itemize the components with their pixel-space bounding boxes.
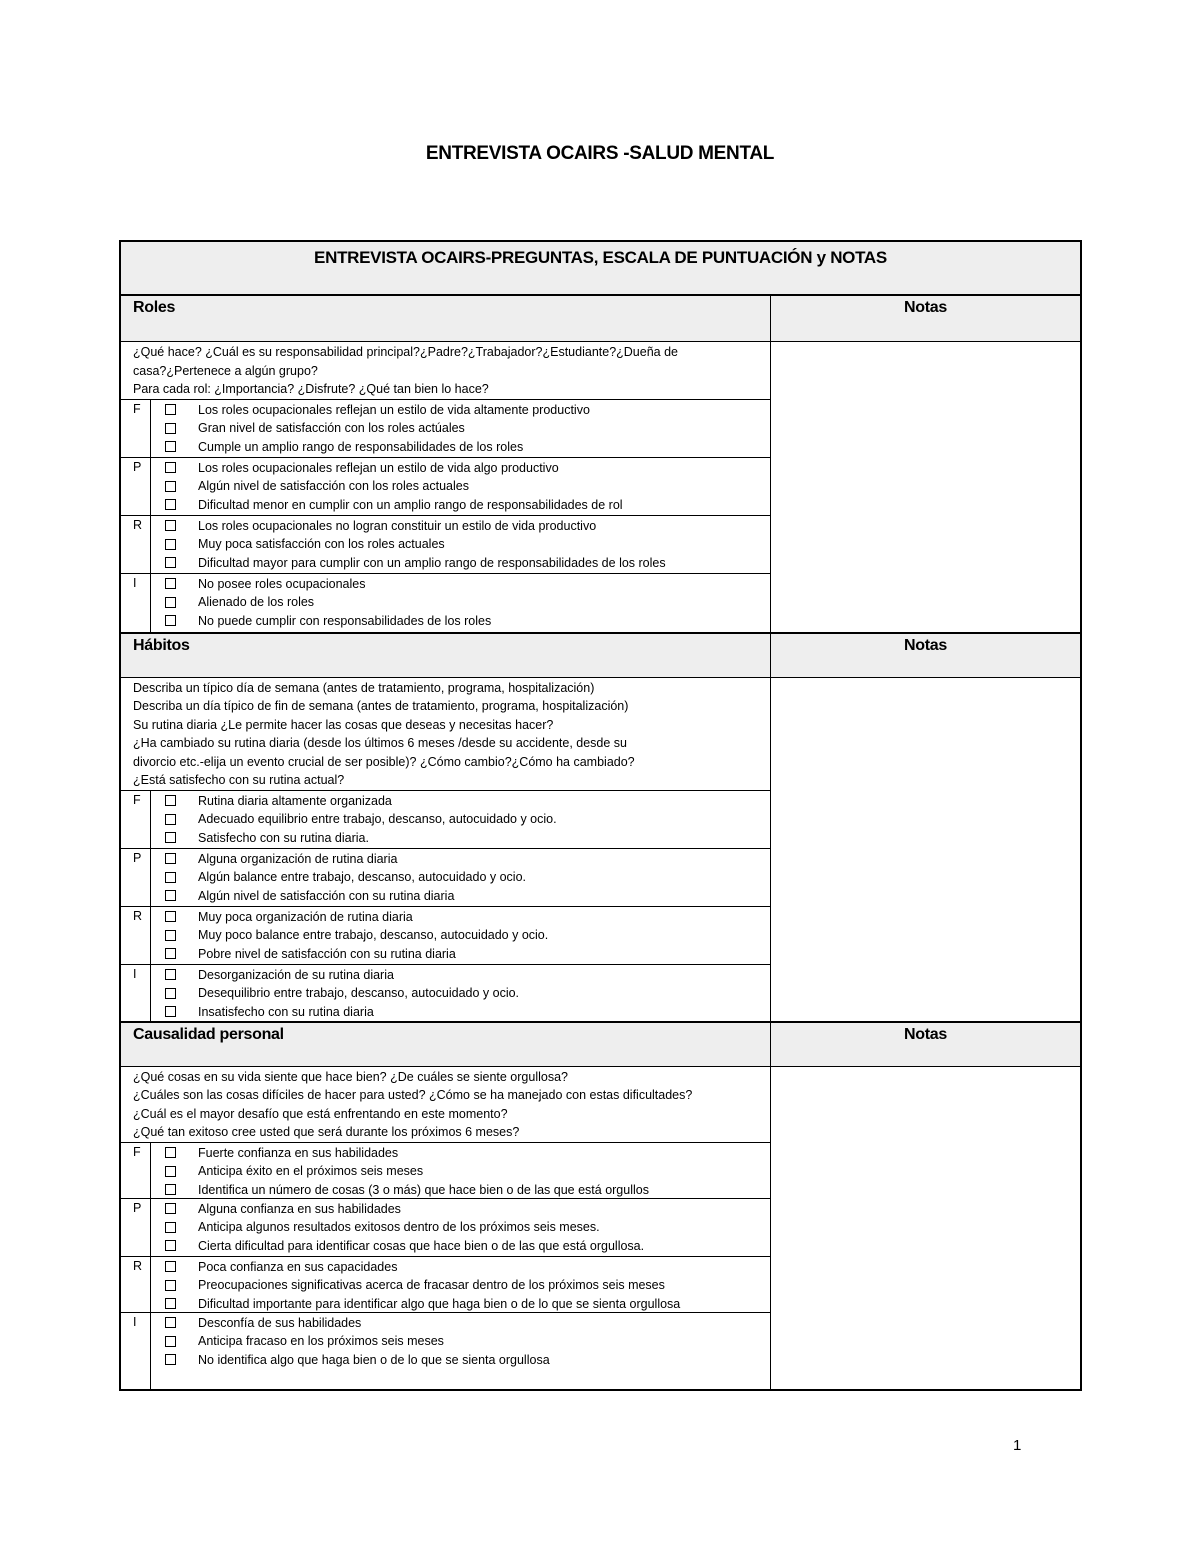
criteria-item (151, 887, 770, 906)
criteria-item (151, 575, 770, 594)
score-letter: I (121, 1313, 151, 1389)
question-line: ¿Cuál es el mayor desafío que está enfrentando en este momento? (133, 1106, 508, 1121)
score-criteria (151, 791, 770, 848)
page-number: 1 (1013, 1437, 1022, 1454)
score-letter: F (121, 1143, 151, 1198)
criteria-item (151, 1162, 770, 1181)
question-line: Describa un típico día de semana (antes de tratamiento, programa, hospitalización) (133, 680, 595, 695)
score-criteria (151, 400, 770, 457)
criteria-item (151, 593, 770, 612)
criteria-text: Muy poca satisfacción con los roles actuales (198, 537, 445, 552)
question-line: Describa un día típico de fin de semana (antes de tratamiento, programa, hospitalización) (133, 699, 629, 713)
checkbox-icon[interactable] (165, 1222, 176, 1233)
score-criteria (151, 849, 770, 906)
criteria-text: Alienado de los roles (198, 595, 315, 610)
score-letter: F (121, 791, 151, 848)
notes-area[interactable] (771, 1067, 1080, 1389)
criteria-text: Cierta dificultad para identificar cosas que hace bien o de las que está orgullosa. (198, 1238, 645, 1253)
interview-table (119, 240, 1082, 1391)
criteria-text: Adecuado equilibrio entre trabajo, descanso, autocuidado y ocio. (198, 812, 557, 827)
section-title: Roles (121, 296, 771, 341)
criteria-item (151, 1144, 770, 1163)
score-letter: R (121, 516, 151, 573)
criteria-text: No posee roles ocupacionales (198, 576, 366, 591)
criteria-item (151, 1003, 770, 1022)
checkbox-icon[interactable] (165, 988, 176, 999)
criteria-item (151, 459, 770, 478)
criteria-text: Los roles ocupacionales reflejan un estilo de vida algo productivo (198, 460, 559, 475)
question-line: ¿Está satisfecho con su rutina actual? (133, 773, 345, 787)
checkbox-icon[interactable] (165, 795, 176, 806)
checkbox-icon[interactable] (165, 404, 176, 415)
criteria-text: No puede cumplir con responsabilidades de los roles (198, 613, 492, 628)
criteria-text: Desconfía de sus habilidades (198, 1315, 362, 1330)
score-row (121, 791, 770, 849)
score-criteria (151, 1199, 770, 1256)
criteria-text: Anticipa fracaso en los próximos seis meses (198, 1334, 444, 1349)
criteria-item (151, 868, 770, 887)
score-criteria (151, 516, 770, 573)
criteria-item (151, 966, 770, 985)
criteria-item (151, 1351, 770, 1370)
score-row (121, 1257, 770, 1313)
score-row (121, 516, 770, 574)
criteria-item (151, 792, 770, 811)
score-letter: R (121, 1257, 151, 1312)
criteria-text: Los roles ocupacionales no logran constituir un estilo de vida productivo (198, 518, 597, 533)
checkbox-icon[interactable] (165, 462, 176, 473)
checkbox-icon[interactable] (165, 520, 176, 531)
notes-header: Notas (904, 299, 947, 316)
criteria-text: No identifica algo que haga bien o de lo que se sienta orgullosa (198, 1352, 550, 1367)
score-criteria (151, 907, 770, 964)
criteria-item (151, 554, 770, 573)
score-letter: P (121, 849, 151, 906)
criteria-text: Algún nivel de satisfacción con su rutina diaria (198, 888, 455, 903)
score-criteria (151, 1143, 770, 1198)
score-row (121, 574, 770, 632)
criteria-item (151, 810, 770, 829)
score-row (121, 400, 770, 458)
criteria-text: Desorganización de su rutina diaria (198, 967, 394, 982)
criteria-item (151, 829, 770, 848)
section-content (121, 678, 771, 1021)
score-letter: P (121, 458, 151, 515)
score-criteria (151, 458, 770, 515)
criteria-text: Dificultad mayor para cumplir con un amplio rango de responsabilidades de los roles (198, 555, 666, 570)
criteria-item (151, 612, 770, 631)
checkbox-icon[interactable] (165, 1166, 176, 1177)
criteria-text: Preocupaciones significativas acerca de fracasar dentro de los próximos seis meses (198, 1278, 665, 1293)
score-row (121, 1313, 770, 1389)
question-line: Para cada rol: ¿Importancia? ¿Disfrute? ¿Qué tan bien lo hace? (133, 382, 489, 396)
criteria-item (151, 535, 770, 554)
criteria-item (151, 926, 770, 945)
criteria-text: Algún nivel de satisfacción con los roles actuales (198, 479, 469, 494)
checkbox-icon[interactable] (165, 853, 176, 864)
section-content (121, 342, 771, 632)
notes-area[interactable] (771, 678, 1080, 1021)
score-criteria (151, 965, 770, 1021)
score-criteria (151, 1257, 770, 1312)
criteria-item (151, 984, 770, 1003)
checkbox-icon[interactable] (165, 481, 176, 492)
score-letter: I (121, 574, 151, 632)
criteria-text: Pobre nivel de satisfacción con su rutina diaria (198, 946, 456, 961)
checkbox-icon[interactable] (165, 1240, 176, 1251)
score-row (121, 458, 770, 516)
notes-header: Notas (904, 1025, 947, 1043)
question-line: casa?¿Pertenece a algún grupo? (133, 363, 318, 378)
score-row (121, 1143, 770, 1199)
checkbox-icon[interactable] (165, 969, 176, 980)
criteria-text: Muy poco balance entre trabajo, descanso, autocuidado y ocio. (198, 928, 549, 943)
checkbox-icon[interactable] (165, 423, 176, 434)
criteria-text: Poca confianza en sus capacidades (198, 1259, 398, 1274)
sections-container (121, 296, 1080, 1389)
question-line: ¿Qué cosas en su vida siente que hace bien? ¿De cuáles se siente orgullosa? (133, 1069, 568, 1084)
criteria-item (151, 419, 770, 438)
criteria-item (151, 1200, 770, 1219)
criteria-item (151, 850, 770, 869)
section-header-row (121, 1021, 1080, 1067)
criteria-item (151, 1258, 770, 1277)
section-header-row (121, 296, 1080, 342)
checkbox-icon[interactable] (165, 1147, 176, 1158)
criteria-item (151, 908, 770, 927)
criteria-text: Algún balance entre trabajo, descanso, autocuidado y ocio. (198, 870, 527, 885)
criteria-text: Anticipa algunos resultados exitosos dentro de los próximos seis meses. (198, 1220, 600, 1235)
score-row (121, 849, 770, 907)
checkbox-icon[interactable] (165, 930, 176, 941)
criteria-item (151, 1332, 770, 1351)
criteria-text: Desequilibrio entre trabajo, descanso, autocuidado y ocio. (198, 986, 520, 1001)
interview-questions (121, 1067, 770, 1143)
score-row (121, 907, 770, 965)
criteria-item (151, 1295, 770, 1314)
criteria-text: Muy poca organización de rutina diaria (198, 909, 413, 924)
section-header-row (121, 632, 1080, 678)
checkbox-icon[interactable] (165, 499, 176, 510)
checkbox-icon[interactable] (165, 1354, 176, 1365)
section-content (121, 1067, 771, 1389)
criteria-text: Alguna organización de rutina diaria (198, 851, 398, 866)
interview-questions (121, 678, 770, 791)
criteria-text: Gran nivel de satisfacción con los roles actúales (198, 421, 465, 436)
checkbox-icon[interactable] (165, 890, 176, 901)
section-body (121, 342, 1080, 632)
checkbox-icon[interactable] (165, 1280, 176, 1291)
checkbox-icon[interactable] (165, 1298, 176, 1309)
checkbox-icon[interactable] (165, 597, 176, 608)
criteria-item (151, 1237, 770, 1256)
score-criteria (151, 574, 770, 632)
checkbox-icon[interactable] (165, 615, 176, 626)
criteria-item (151, 517, 770, 536)
score-letter: P (121, 1199, 151, 1256)
criteria-text: Dificultad menor en cumplir con un amplio rango de responsabilidades de rol (198, 497, 623, 512)
question-line: ¿Qué tan exitoso cree usted que será durante los próximos 6 meses? (133, 1125, 520, 1139)
notes-area[interactable] (771, 342, 1080, 632)
criteria-item (151, 1218, 770, 1237)
score-letter: I (121, 965, 151, 1021)
checkbox-icon[interactable] (165, 1317, 176, 1328)
question-line: divorcio etc.-elija un evento crucial de ser posible)? ¿Cómo cambio?¿Cómo ha cambiado? (133, 754, 635, 769)
question-line: ¿Qué hace? ¿Cuál es su responsabilidad principal?¿Padre?¿Trabajador?¿Estudiante?¿Dueña de (133, 345, 678, 359)
checkbox-icon[interactable] (165, 814, 176, 825)
section-title: Causalidad personal (121, 1023, 771, 1066)
checkbox-icon[interactable] (165, 911, 176, 922)
criteria-item (151, 945, 770, 964)
checkbox-icon[interactable] (165, 441, 176, 452)
score-letter: R (121, 907, 151, 964)
criteria-item (151, 477, 770, 496)
checkbox-icon[interactable] (165, 539, 176, 550)
criteria-text: Cumple un amplio rango de responsabilidades de los roles (198, 439, 524, 454)
document-title: ENTREVISTA OCAIRS -SALUD MENTAL (425, 143, 775, 164)
criteria-item (151, 438, 770, 457)
criteria-item (151, 1314, 770, 1333)
score-criteria (151, 1313, 770, 1389)
checkbox-icon[interactable] (165, 872, 176, 883)
score-row (121, 1199, 770, 1257)
checkbox-icon[interactable] (165, 948, 176, 959)
criteria-text: Satisfecho con su rutina diaria. (198, 830, 369, 845)
score-letter: F (121, 400, 151, 457)
criteria-text: Fuerte confianza en sus habilidades (198, 1145, 399, 1160)
criteria-text: Insatisfecho con su rutina diaria (198, 1004, 374, 1019)
score-row (121, 965, 770, 1021)
criteria-text: Rutina diaria altamente organizada (198, 793, 392, 808)
checkbox-icon[interactable] (165, 557, 176, 568)
question-line: ¿Cuáles son las cosas difíciles de hacer para usted? ¿Cómo se ha manejado con estas dificultades? (133, 1088, 693, 1102)
criteria-item (151, 1276, 770, 1295)
criteria-text: Alguna confianza en sus habilidades (198, 1201, 401, 1216)
interview-questions (121, 342, 770, 400)
criteria-text: Los roles ocupacionales reflejan un estilo de vida altamente productivo (198, 402, 590, 417)
checkbox-icon[interactable] (165, 578, 176, 589)
section-body (121, 678, 1080, 1021)
checkbox-icon[interactable] (165, 1261, 176, 1272)
question-line: ¿Ha cambiado su rutina diaria (desde los últimos 6 meses /desde su accidente, desde su (133, 736, 628, 750)
notes-header: Notas (904, 636, 947, 654)
criteria-item (151, 496, 770, 515)
section-body (121, 1067, 1080, 1389)
section-title: Hábitos (121, 634, 771, 677)
checkbox-icon[interactable] (165, 1336, 176, 1347)
checkbox-icon[interactable] (165, 1006, 176, 1017)
checkbox-icon[interactable] (165, 1203, 176, 1214)
checkbox-icon[interactable] (165, 1184, 176, 1195)
criteria-item (151, 401, 770, 420)
checkbox-icon[interactable] (165, 832, 176, 843)
table-header: ENTREVISTA OCAIRS-PREGUNTAS, ESCALA DE PUNTUACIÓN y NOTAS (121, 242, 1080, 296)
criteria-item (151, 1181, 770, 1200)
criteria-text: Dificultad importante para identificar algo que haga bien o de lo que se sienta orgullosa (198, 1296, 681, 1311)
question-line: Su rutina diaria ¿Le permite hacer las cosas que deseas y necesitas hacer? (133, 717, 554, 732)
criteria-text: Identifica un número de cosas (3 o más) que hace bien o de las que está orgullos (198, 1182, 649, 1197)
criteria-text: Anticipa éxito en el próximos seis meses (198, 1164, 424, 1179)
